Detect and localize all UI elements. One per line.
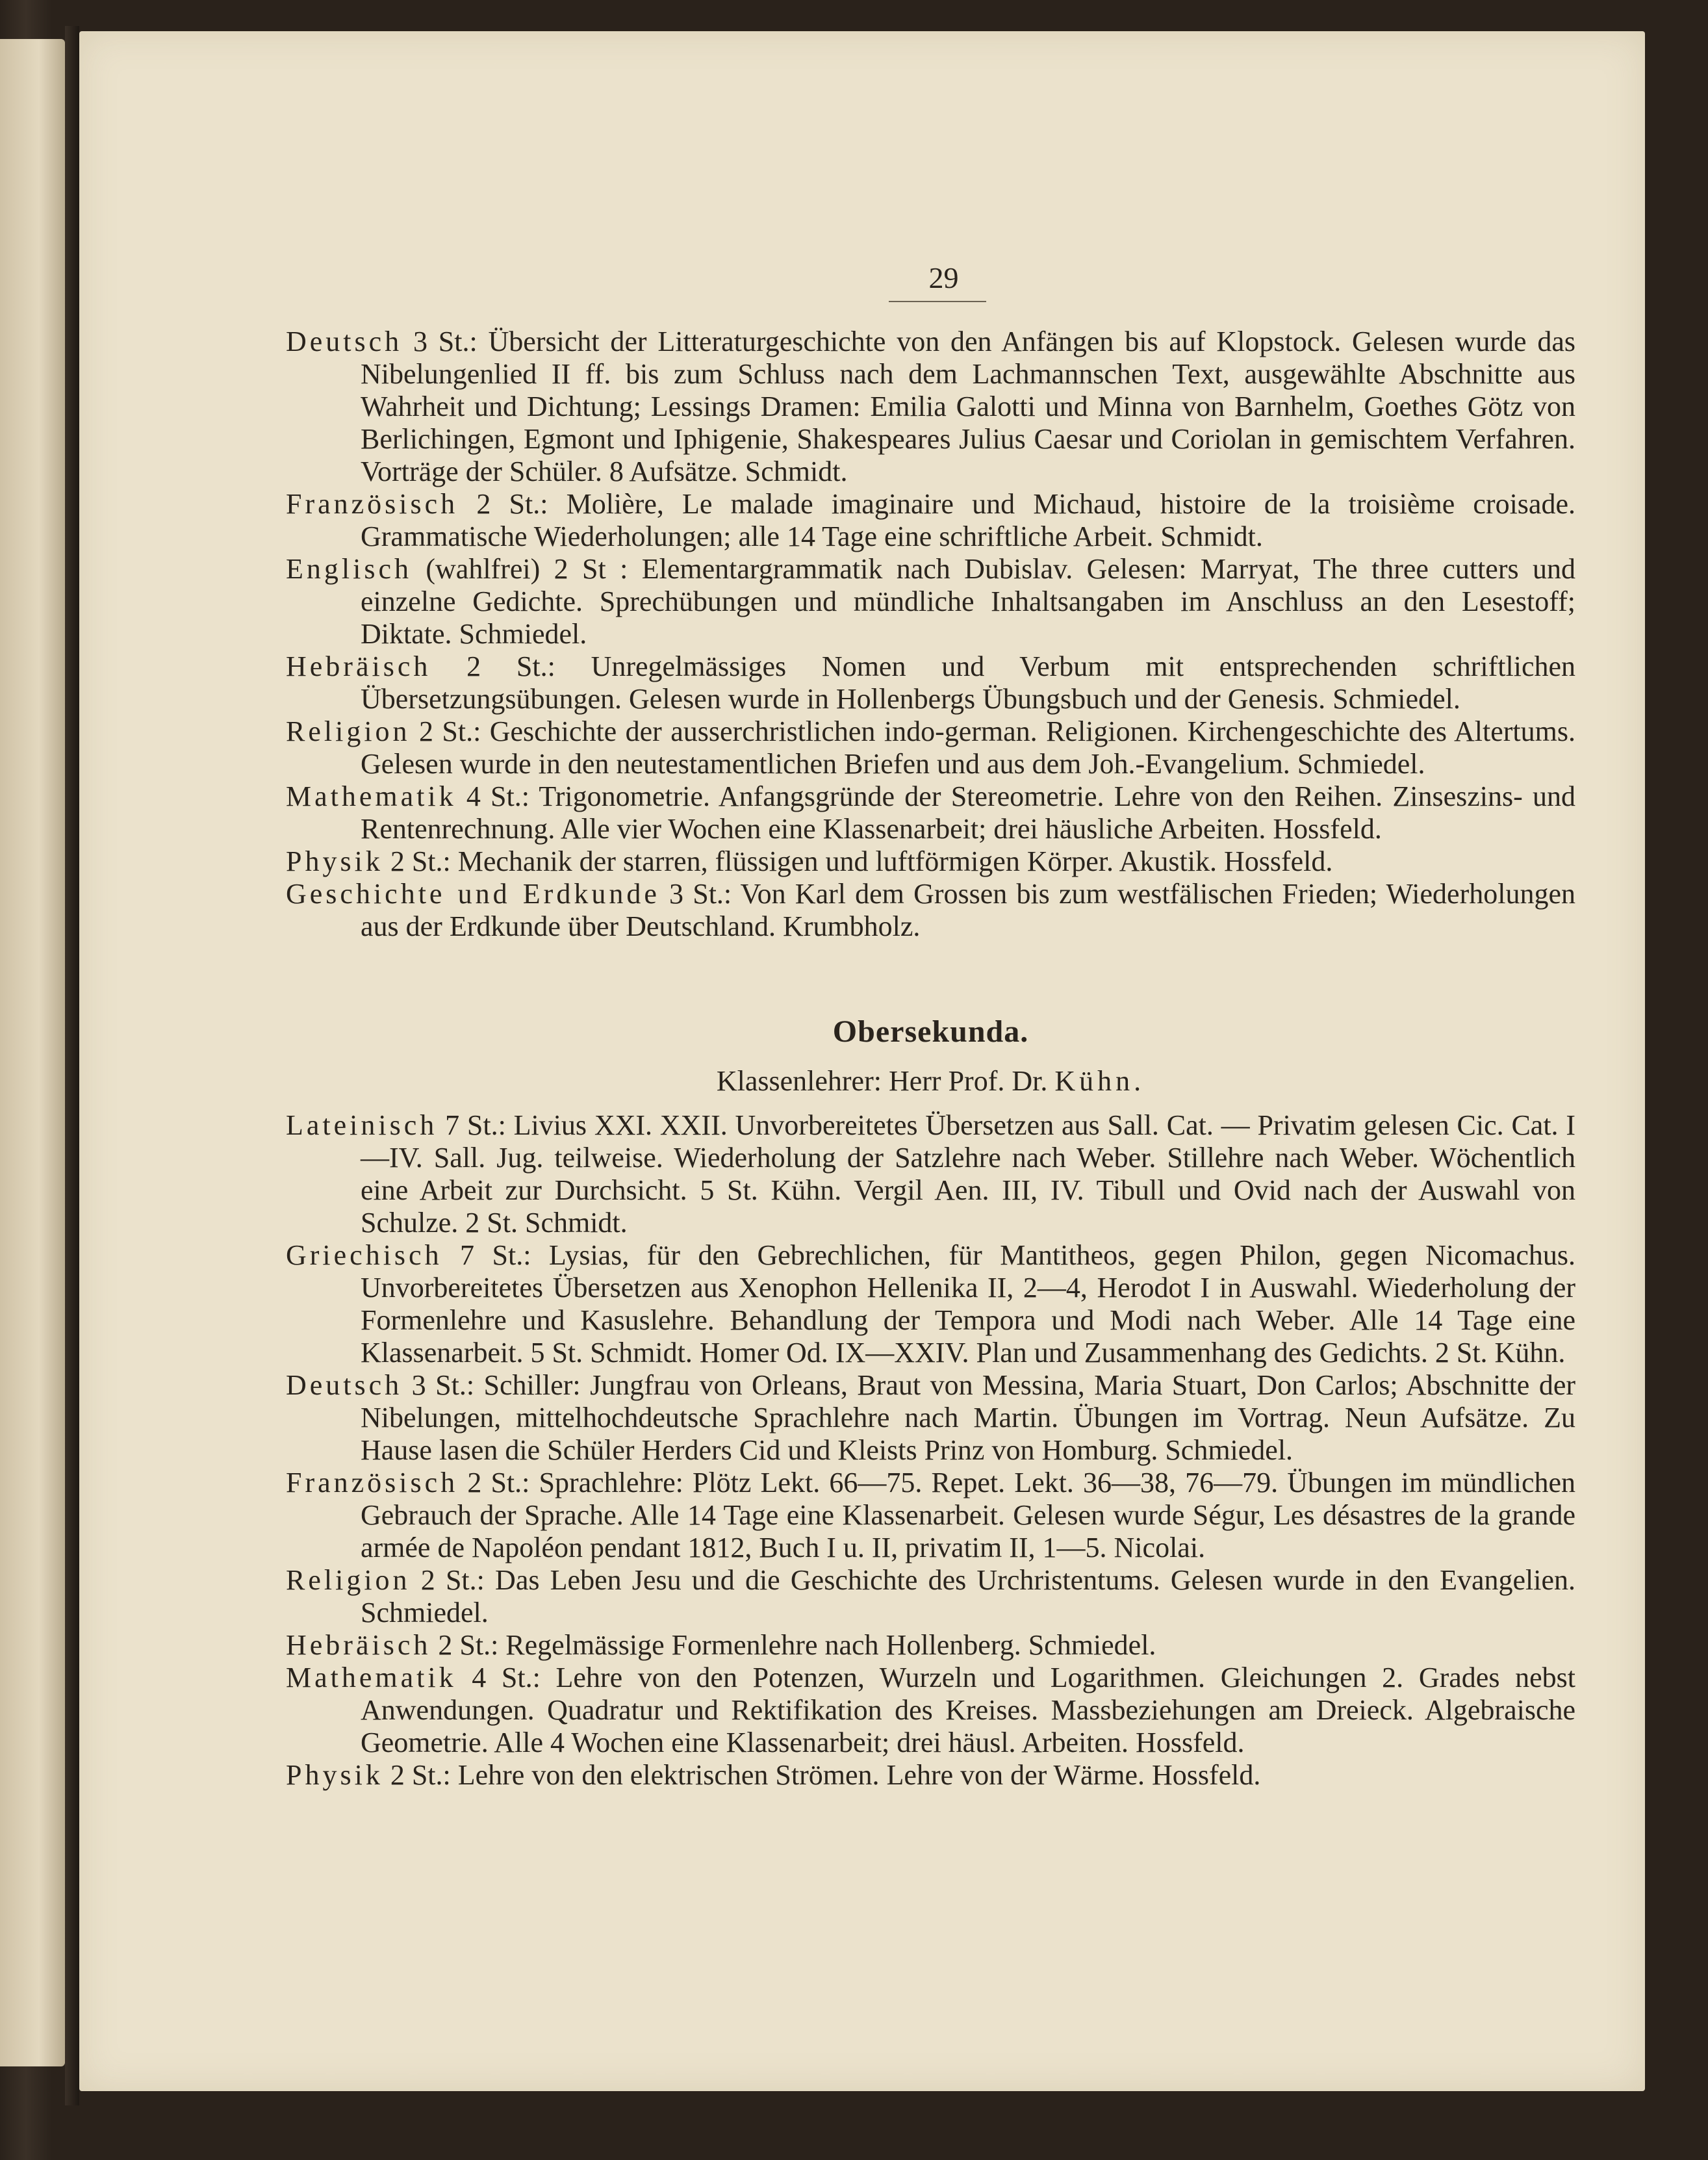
entry-religion	[286, 1564, 1575, 1629]
section-heading: Obersekunda.	[832, 1014, 1029, 1049]
entry-subject: Lateinisch	[286, 1109, 438, 1141]
entry-physik	[286, 1759, 1575, 1792]
entry-subject: Religion	[286, 1564, 411, 1596]
entry-franzoesisch	[286, 1467, 1575, 1564]
entry-englisch	[286, 553, 1575, 650]
entry-subject: Englisch	[286, 553, 412, 585]
entry-subject: Deutsch	[286, 326, 403, 357]
entry-text: 2 St.: Lehre von den elektrischen Strömen. Lehre von der Wärme. Hossfeld.	[383, 1759, 1261, 1791]
entry-text: 2 St.: Mechanik der starren, flüssigen und luftförmigen Körper. Akustik. Hossfeld.	[383, 845, 1333, 877]
entry-text: 3 St.: Schiller: Jungfrau von Orleans, Braut von Messina, Maria Stuart, Don Carlos; Abschnitte der Nibelungen, mittelhochdeutsche Sprachlehre nach Martin. Übungen im Vortrag. Neun Aufsätze. Zu Hause lasen die Schüler Herders Cid und Kleists Prinz von Homburg. Schmiedel.	[361, 1369, 1575, 1466]
entry-text: 2 St.: Molière, Le malade imaginaire und Michaud, histoire de la troisième croisade. Grammatische Wiederholungen; alle 14 Tage eine schriftliche Arbeit. Schmidt.	[361, 488, 1575, 552]
entry-geschichte-erdkunde	[286, 878, 1575, 943]
entry-physik	[286, 845, 1575, 878]
entry-text: 2 St.: Das Leben Jesu und die Geschichte des Urchristentums. Gelesen wurde in den Evangelien. Schmiedel.	[361, 1564, 1575, 1628]
entry-text: 2 St.: Geschichte der ausserchristlichen indo-german. Religionen. Kirchengeschichte des Altertums. Gelesen wurde in den neutestamentlichen Briefen und aus dem Joh.-Evangelium. Schmiedel.	[361, 715, 1575, 780]
entry-text: 2 St.: Unregelmässiges Nomen und Verbum mit entsprechenden schriftlichen Übersetzungsübungen. Gelesen wurde in Hollenbergs Übungsbuch und der Genesis. Schmiedel.	[361, 650, 1575, 715]
entry-subject: Physik	[286, 845, 383, 877]
entry-deutsch	[286, 1369, 1575, 1467]
entry-mathematik	[286, 780, 1575, 845]
entry-text: 7 St.: Lysias, für den Gebrechlichen, für Mantitheos, gegen Philon, gegen Nicomachus. Unvorbereitetes Übersetzen aus Xenophon Hellenika II, 2—4, Herodot I in Auswahl. Wiederholung der Formenlehre und Kasuslehre. Behandlung der Tempora und Modi nach Weber. Alle 14 Tage eine Klassenarbeit. 5 St. Schmidt. Homer Od. IX—XXIV. Plan und Zusammenhang des Gedichts. 2 St. Kühn.	[361, 1239, 1575, 1369]
entry-franzoesisch	[286, 488, 1575, 553]
section-unterprima-continued	[286, 326, 1575, 943]
page-number-rule	[889, 301, 986, 302]
class-teacher-prefix: Klassenlehrer: Herr Prof. Dr.	[716, 1065, 1055, 1097]
entry-lateinisch	[286, 1109, 1575, 1239]
entry-text: 4 St.: Trigonometrie. Anfangsgründe der Stereometrie. Lehre von den Reihen. Zinseszins- und Rentenrechnung. Alle vier Wochen eine Klassenarbeit; drei häusliche Arbeiten. Hossfeld.	[361, 780, 1575, 845]
entry-subject: Physik	[286, 1759, 383, 1791]
entry-subject: Religion	[286, 715, 411, 747]
class-teacher-name: Kühn.	[1054, 1065, 1145, 1097]
entry-text: (wahlfrei) 2 St : Elementargrammatik nach Dubislav. Gelesen: Marryat, The three cutters und einzelne Gedichte. Sprechübungen und mündliche Inhaltsangaben im Anschluss an den Lesestoff; Diktate. Schmiedel.	[361, 553, 1575, 650]
class-teacher-line	[286, 1065, 1575, 1098]
entry-text: 7 St.: Livius XXI. XXII. Unvorbereitetes Übersetzen aus Sall. Cat. — Privatim gelesen Cic. Cat. I—IV. Sall. Jug. teilweise. Wiederholung der Satzlehre nach Weber. Stillehre nach Weber. Wöchentlich eine Arbeit zur Durchsicht. 5 St. Kühn. Vergil Aen. III, IV. Tibull und Ovid nach der Auswahl von Schulze. 2 St. Schmidt.	[361, 1109, 1575, 1239]
entry-hebraeisch	[286, 1629, 1575, 1662]
entry-subject: Hebräisch	[286, 650, 431, 682]
entry-mathematik	[286, 1662, 1575, 1759]
entry-text: 2 St.: Regelmässige Formenlehre nach Hollenberg. Schmiedel.	[431, 1629, 1156, 1661]
entry-subject: Mathematik	[286, 780, 457, 812]
entry-text: 4 St.: Lehre von den Potenzen, Wurzeln und Logarithmen. Gleichungen 2. Grades nebst Anwendungen. Quadratur und Rektifikation des Kreises. Massbeziehungen am Dreieck. Algebraische Geometrie. Alle 4 Wochen eine Klassenarbeit; drei häusl. Arbeiten. Hossfeld.	[361, 1662, 1575, 1758]
entry-religion	[286, 715, 1575, 780]
entry-griechisch	[286, 1239, 1575, 1369]
page-number: 29	[928, 261, 959, 294]
entry-subject: Geschichte und Erdkunde	[286, 878, 660, 910]
entry-subject: Griechisch	[286, 1239, 442, 1271]
book-gutter	[65, 26, 79, 2105]
page-content	[286, 262, 1575, 1792]
section-obersekunda	[286, 1109, 1575, 1792]
document-page	[79, 31, 1645, 2091]
entry-subject: Mathematik	[286, 1662, 457, 1693]
entry-deutsch	[286, 326, 1575, 488]
entry-subject: Französisch	[286, 488, 459, 520]
entry-text: 3 St.: Von Karl dem Grossen bis zum westfälischen Frieden; Wiederholungen aus der Erdkunde über Deutschland. Krumbholz.	[361, 878, 1575, 942]
entry-subject: Hebräisch	[286, 1629, 431, 1661]
entry-text: 3 St.: Übersicht der Litteraturgeschichte von den Anfängen bis auf Klopstock. Gelesen wurde das Nibelungenlied II ff. bis zum Schluss nach dem Lachmannschen Text, ausgewählte Abschnitte aus Wahrheit und Dichtung; Lessings Dramen: Emilia Galotti und Minna von Barnhelm, Goethes Götz von Berlichingen, Egmont und Iphigenie, Shakespeares Julius Caesar und Coriolan in gemischtem Verfahren. Vorträge der Schüler. 8 Aufsätze. Schmidt.	[361, 326, 1575, 487]
entry-hebraeisch	[286, 650, 1575, 715]
previous-page-edge	[0, 39, 65, 2066]
entry-subject: Französisch	[286, 1467, 459, 1498]
entry-subject: Deutsch	[286, 1369, 403, 1401]
entry-text: 2 St.: Sprachlehre: Plötz Lekt. 66—75. Repet. Lekt. 36—38, 76—79. Übungen im mündlichen Gebrauch der Sprache. Alle 14 Tage eine Klassenarbeit. Gelesen wurde Ségur, Les désastres de la grande armée de Napoléon pendant 1812, Buch I u. II, privatim II, 1—5. Nicolai.	[361, 1467, 1575, 1563]
